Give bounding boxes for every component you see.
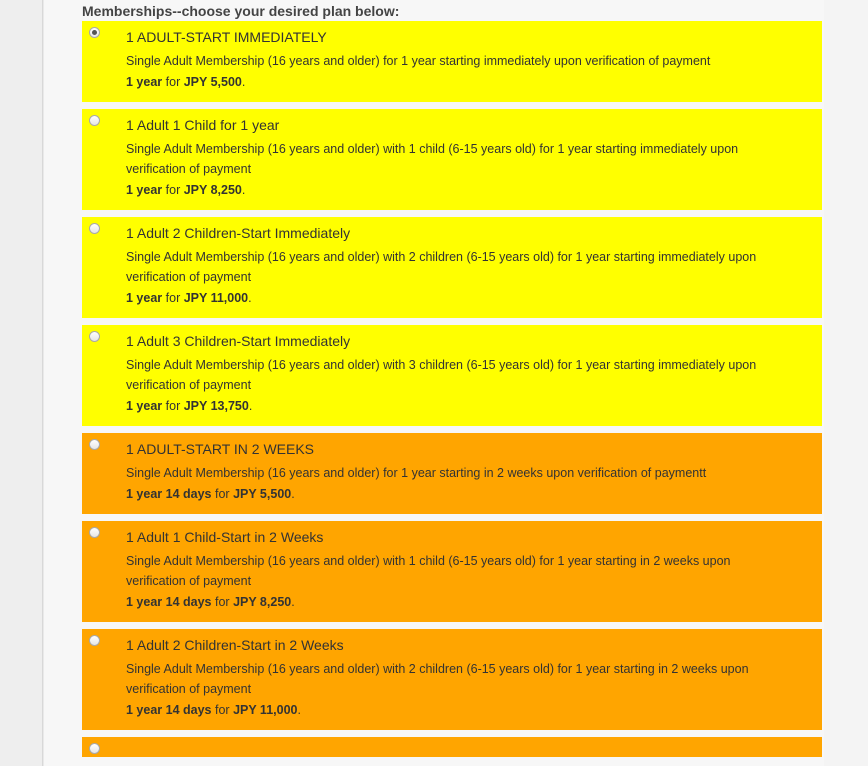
plan-for-word: for	[165, 183, 181, 197]
plan-price: JPY 8,250	[183, 183, 242, 197]
plan-description: Single Adult Membership (16 years and older) with 2 children (6-15 years old) for 1 year starting immediately upon verification of payment	[126, 250, 757, 284]
plan-price-line: 1 year 14 days for JPY 5,500.	[126, 487, 295, 501]
radio-button[interactable]	[89, 527, 100, 538]
radio-button[interactable]	[89, 331, 100, 342]
plan-option[interactable]	[82, 21, 822, 102]
plan-price: JPY 11,000	[183, 291, 249, 305]
plan-price: JPY 8,250	[233, 595, 292, 609]
plan-description: Single Adult Membership (16 years and older) with 3 children (6-15 years old) for 1 year starting immediately upon verification of payment	[126, 358, 757, 392]
plan-description: Single Adult Membership (16 years and older) with 1 child (6-15 years old) for 1 year starting in 2 weeks upon verification of payment	[126, 554, 731, 588]
plan-title: 1 Adult 2 Children-Start Immediately	[126, 225, 351, 241]
plan-for-word: for	[214, 703, 230, 717]
plan-option[interactable]	[82, 629, 822, 730]
plan-term: 1 year	[126, 75, 163, 89]
plan-price-line: 1 year for JPY 5,500.	[126, 75, 246, 89]
plan-title: 1 Adult 1 Child for 1 year	[126, 117, 280, 133]
plan-title: 1 ADULT-START IMMEDIATELY	[126, 29, 327, 45]
radio-button[interactable]	[89, 439, 100, 450]
plan-option[interactable]	[82, 217, 822, 318]
plan-option[interactable]	[82, 325, 822, 426]
plan-title: 1 Adult 1 Child-Start in 2 Weeks	[126, 529, 324, 545]
plan-title: 1 ADULT-START IN 2 WEEKS	[126, 441, 315, 457]
plan-for-word: for	[214, 487, 230, 501]
plan-list	[82, 21, 822, 764]
plan-price: JPY 5,500	[233, 487, 292, 501]
plan-price-line: 1 year 14 days for JPY 8,250.	[126, 595, 295, 609]
plan-title: 1 Adult 2 Children-Start in 2 Weeks	[126, 637, 344, 653]
memberships-heading: Memberships--choose your desired plan below:	[82, 3, 400, 19]
plan-for-word: for	[165, 75, 181, 89]
plan-price-line: 1 year for JPY 8,250.	[126, 183, 246, 197]
radio-button[interactable]	[89, 743, 100, 754]
radio-button-selected[interactable]	[89, 27, 100, 38]
plan-option[interactable]	[82, 433, 822, 514]
plan-price-line: 1 year for JPY 11,000.	[126, 291, 252, 305]
plan-description: Single Adult Membership (16 years and older) with 1 child (6-15 years old) for 1 year starting immediately upon verification of payment	[126, 142, 739, 176]
plan-price-line: 1 year 14 days for JPY 11,000.	[126, 703, 301, 717]
plan-term: 1 year 14 days	[126, 703, 212, 717]
plan-for-word: for	[165, 291, 181, 305]
radio-button[interactable]	[89, 115, 100, 126]
plan-title: 1 Adult 3 Children-Start Immediately	[126, 333, 351, 349]
plan-price: JPY 5,500	[183, 75, 242, 89]
plan-description: Single Adult Membership (16 years and older) with 2 children (6-15 years old) for 1 year starting in 2 weeks upon verification of payment	[126, 662, 749, 696]
plan-option[interactable]	[82, 521, 822, 622]
plan-for-word: for	[165, 399, 181, 413]
plan-term: 1 year	[126, 291, 163, 305]
plan-price: JPY 11,000	[233, 703, 298, 717]
plan-term: 1 year 14 days	[126, 595, 212, 609]
plan-for-word: for	[214, 595, 230, 609]
left-margin	[0, 0, 43, 766]
plan-term: 1 year 14 days	[126, 487, 212, 501]
radio-button[interactable]	[89, 635, 100, 646]
plan-option-partial[interactable]	[82, 737, 822, 757]
plan-description: Single Adult Membership (16 years and older) for 1 year starting immediately upon verification of payment	[126, 54, 711, 68]
plan-price: JPY 13,750	[183, 399, 249, 413]
plan-term: 1 year	[126, 183, 163, 197]
plan-term: 1 year	[126, 399, 163, 413]
radio-button[interactable]	[89, 223, 100, 234]
plan-option[interactable]	[82, 109, 822, 210]
right-margin	[824, 0, 868, 766]
plan-description: Single Adult Membership (16 years and older) for 1 year starting in 2 weeks upon verification of paymentt	[126, 466, 707, 480]
plan-price-line: 1 year for JPY 13,750.	[126, 399, 253, 413]
